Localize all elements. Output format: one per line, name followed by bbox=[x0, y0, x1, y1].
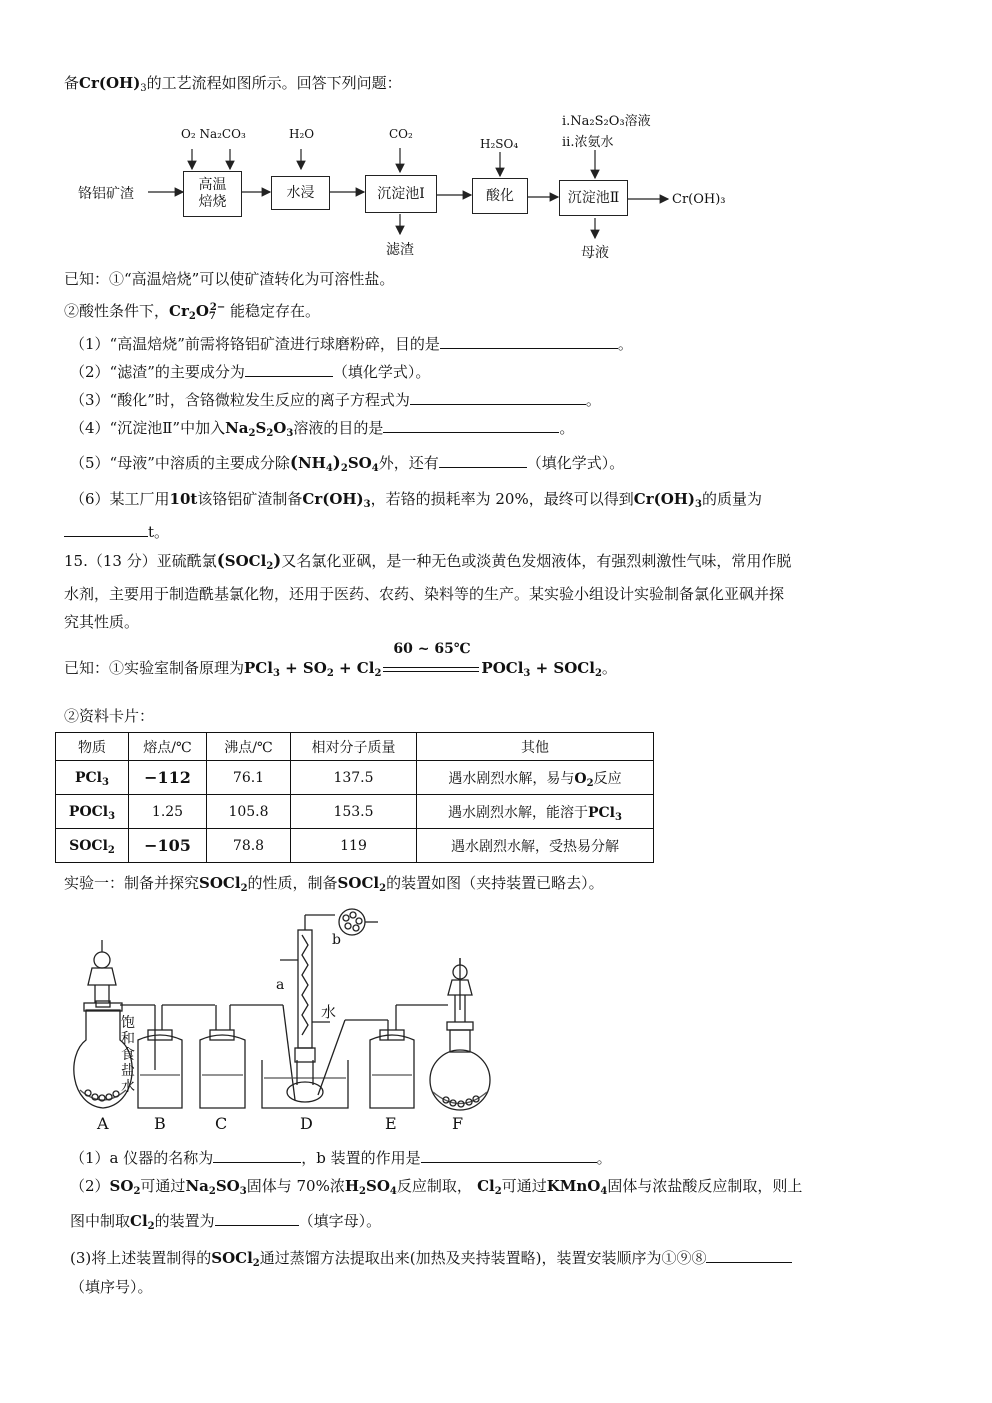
table-row: PCl$_3$ −112 76.1 137.5 遇水剧烈水解，易与$O_2$反应 bbox=[56, 761, 654, 795]
experiment-1-line: 实验一：制备并探究SOCl$_2$的性质，制备SOCl$_2$的装置如图（夹持装置已略去）。 bbox=[64, 874, 604, 894]
exp-question-2-line2: 图中制取$Cl_2$的装置为 （填字母）。 bbox=[70, 1209, 381, 1231]
exp-question-1: （1）a 仪器的名称为 ，b 装置的作用是 。 bbox=[70, 1146, 612, 1168]
flow-box-acidification: 酸化 bbox=[472, 178, 528, 214]
flow-box5-output: 母液 bbox=[581, 245, 609, 261]
flow-box-precipitation-1: 沉淀池Ⅰ bbox=[365, 175, 437, 213]
known-1: 已知：①“高温焙烧”可以使矿渣转化为可溶性盐。 bbox=[64, 270, 395, 288]
known-3: 已知：①实验室制备原理为$PCl_3 + SO_2 + Cl_2$ 60 ~ 65℃ POCl$_3$ + SOCl$_2$。 bbox=[64, 641, 617, 679]
table-header-row: 物质 熔点/℃ 沸点/℃ 相对分子质量 其他 bbox=[56, 733, 654, 761]
apparatus-label-a: a bbox=[276, 977, 285, 993]
table-row: SOCl$_2$ −105 78.8 119 遇水剧烈水解，受热易分解 bbox=[56, 829, 654, 863]
apparatus-letter-B: B bbox=[154, 1114, 166, 1133]
flow-box4-input: H₂SO₄ bbox=[480, 137, 519, 151]
flow-box5-input-2: ⅱ.浓氨水 bbox=[562, 135, 614, 150]
exp-question-3-line2: （填序号）。 bbox=[70, 1278, 153, 1296]
table-row: POCl$_3$ 1.25 105.8 153.5 遇水剧烈水解，能溶于PCl$_3$ bbox=[56, 795, 654, 829]
problem-15-line1: 15.（13 分）亚硫酰氯(SOCl$_2$)又名氯化亚砜，是一种无色或淡黄色发烟液体，有强烈刺激性气味，常用作脱 bbox=[64, 551, 792, 572]
apparatus-label-b: b bbox=[332, 932, 341, 948]
apparatus-letter-F: F bbox=[452, 1114, 464, 1133]
problem-15-line3: 究其性质。 bbox=[64, 613, 140, 631]
answer-blank-e3[interactable] bbox=[706, 1246, 792, 1263]
flow-box-precipitation-2: 沉淀池Ⅱ bbox=[559, 180, 628, 216]
apparatus-letter-E: E bbox=[385, 1114, 397, 1133]
flow-box1-inputs: O₂ Na₂CO₃ bbox=[181, 127, 246, 141]
flow-box5-input-1: ⅰ.Na₂S₂O₃溶液 bbox=[562, 114, 651, 129]
question-1: （1）“高温焙烧”前需将铬铝矿渣进行球磨粉碎，目的是 。 bbox=[70, 332, 633, 354]
apparatus-letter-A: A bbox=[97, 1114, 109, 1133]
question-6: （6）某工厂用10t该铬铝矿渣制备$Cr(OH)_3$，若铬的损耗率为 20%，最终可以得到$Cr(OH)_3$的质量为 bbox=[70, 490, 763, 510]
reaction-arrow: 60 ~ 65℃ bbox=[381, 659, 481, 679]
answer-blank-e1a[interactable] bbox=[213, 1146, 301, 1163]
flow-box2-input: H₂O bbox=[289, 127, 315, 141]
flow-start: 铬铝矿渣 bbox=[78, 186, 134, 202]
question-6-line2: t。 bbox=[64, 520, 169, 542]
known-2: ②酸性条件下，$Cr_2O_7^{2-}$ 能稳定存在。 bbox=[64, 302, 321, 322]
answer-blank-e2[interactable] bbox=[215, 1209, 299, 1226]
flow-box-water-leach: 水浸 bbox=[271, 176, 330, 210]
flow-box3-output: 滤渣 bbox=[386, 242, 414, 258]
apparatus-letter-C: C bbox=[215, 1114, 228, 1133]
question-2: （2）“滤渣”的主要成分为 （填化学式）。 bbox=[70, 360, 430, 382]
apparatus-letter-D: D bbox=[300, 1114, 313, 1133]
apparatus-label-water: 水 bbox=[321, 1003, 337, 1021]
question-5: （5）“母液”中溶质的主要成分除$(NH_4)_2SO_4$外，还有 （填化学式）。 bbox=[70, 453, 625, 474]
known-4: ②资料卡片： bbox=[64, 707, 155, 725]
flow-box-roasting: 高温焙烧 bbox=[183, 171, 242, 217]
question-4: （4）“沉淀池Ⅱ”中加入$Na_2S_2O_3$溶液的目的是 。 bbox=[70, 416, 574, 438]
exp-question-2: $(2)SO_2$可通过$Na_2SO_3$固体与 70%浓$H_2SO_4$反应制取， $Cl_2$可通过KMnO$_4$固体与浓盐酸反应制取，则上 bbox=[70, 1177, 803, 1197]
exp-question-3: (3)将上述装置制得的SOCl$_2$通过蒸馏方法提取出来(加热及夹持装置略)，装置安装顺序为①⑨⑧ bbox=[70, 1246, 792, 1268]
intro-line: 备$Cr(OH)_3$的工艺流程如图所示。回答下列问题： bbox=[64, 74, 402, 94]
flow-box3-input: CO₂ bbox=[389, 127, 413, 141]
problem-15-line2: 水剂，主要用于制造酰基氯化物，还用于医药、农药、染料等的生产。某实验小组设计实验制备氯化亚砜并探 bbox=[64, 585, 785, 603]
question-3: （3）“酸化”时，含铬微粒发生反应的离子方程式为 。 bbox=[70, 388, 601, 410]
flow-end: Cr(OH)₃ bbox=[672, 192, 726, 207]
apparatus-label-brine: 饱和食盐水 bbox=[121, 1015, 135, 1095]
answer-blank-e1b[interactable] bbox=[421, 1146, 597, 1163]
